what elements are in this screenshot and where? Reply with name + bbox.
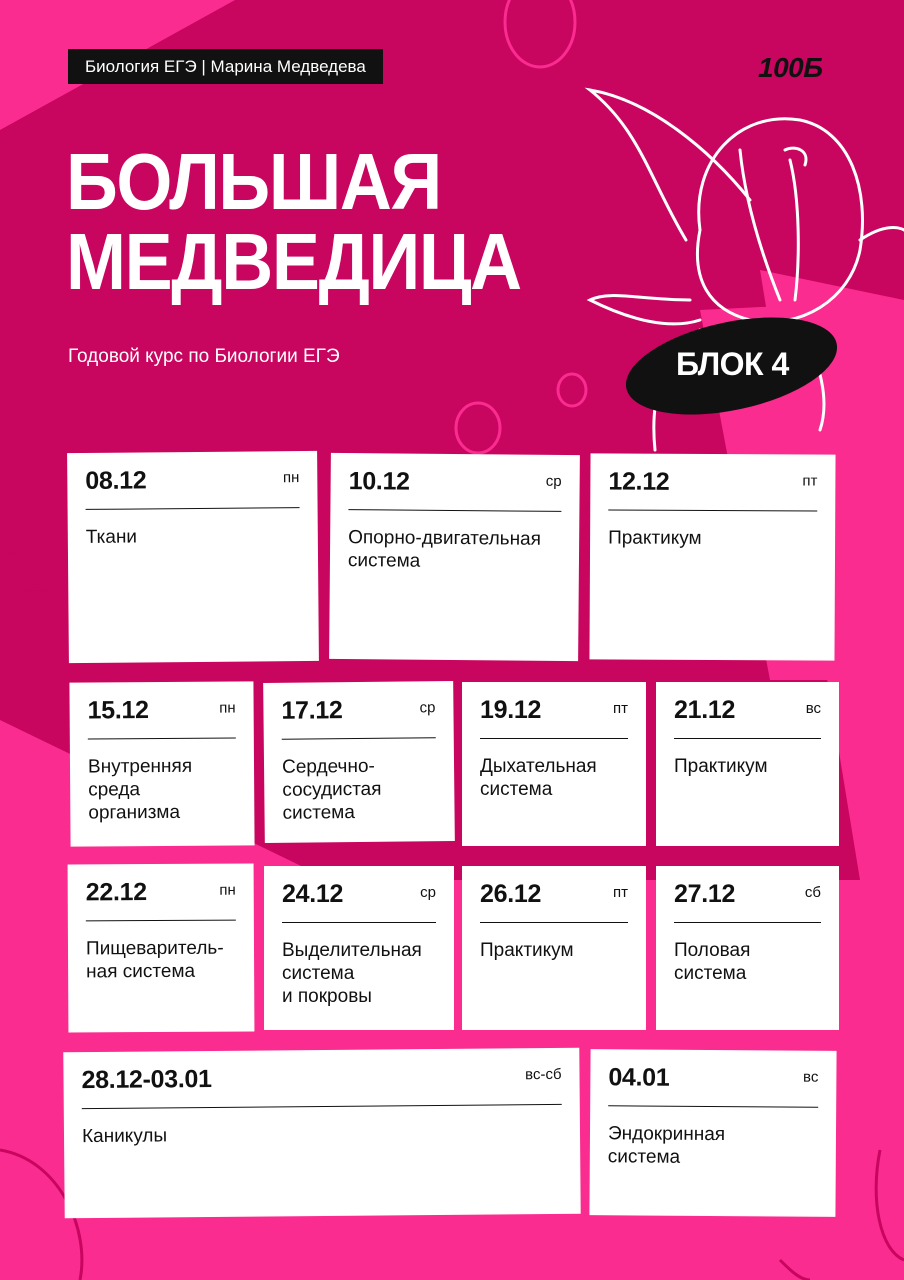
- card-header: [480, 866, 628, 923]
- card-date: 28.12-03.01: [81, 1064, 212, 1095]
- card-topic: Каникулы: [81, 1125, 168, 1148]
- card-topic: Ткани: [85, 526, 138, 548]
- card-header: [674, 866, 821, 923]
- card-date: 24.12: [282, 880, 344, 908]
- card-topic: Внутренняя среда организма: [87, 755, 193, 824]
- brand-label: Биология ЕГЭ | Марина Медведева: [68, 49, 383, 84]
- card-topic: Опорно-двигательная система: [347, 527, 542, 572]
- card-header: [85, 451, 299, 510]
- card-date: 22.12: [85, 878, 147, 907]
- card-weekday: пн: [219, 881, 236, 899]
- block-badge-label: БЛОК 4: [676, 346, 789, 382]
- card-date: 26.12: [480, 880, 542, 908]
- card-weekday: сб: [804, 884, 821, 901]
- logo-100b: 100Б: [758, 52, 823, 83]
- schedule-card: [68, 864, 255, 1033]
- card-date: 10.12: [348, 467, 410, 496]
- card-date: 19.12: [480, 696, 542, 724]
- card-date: 17.12: [281, 696, 343, 725]
- schedule-card: [589, 1049, 836, 1217]
- card-header: [674, 682, 821, 739]
- schedule-card: [67, 451, 319, 663]
- card-weekday: пт: [613, 884, 628, 901]
- card-header: [480, 682, 628, 739]
- card-weekday: ср: [545, 472, 562, 490]
- card-header: [87, 681, 235, 739]
- card-topic: Пищеваритель- ная система: [85, 937, 224, 983]
- card-header: [608, 1049, 818, 1107]
- card-weekday: ср: [419, 699, 436, 717]
- schedule-card: [69, 681, 254, 846]
- card-topic: Эндокринная система: [607, 1123, 726, 1168]
- card-topic: Практикум: [480, 940, 574, 961]
- card-date: 08.12: [85, 466, 147, 495]
- card-header: [348, 453, 561, 512]
- schedule-card: [264, 866, 454, 1030]
- card-header: [86, 864, 236, 922]
- schedule-card: [462, 682, 646, 846]
- schedule-card: [462, 866, 646, 1030]
- title-line-1: БОЛЬШАЯ: [66, 137, 441, 226]
- card-weekday: вс: [803, 1068, 819, 1086]
- schedule-card: [589, 453, 835, 660]
- card-date: 15.12: [87, 696, 149, 725]
- card-topic: Половая система: [674, 940, 751, 984]
- schedule-card: [656, 866, 839, 1030]
- page-title: [66, 137, 521, 306]
- card-weekday: ср: [420, 884, 436, 901]
- card-topic: Сердечно- сосудистая система: [281, 755, 382, 824]
- schedule-card: [329, 453, 580, 661]
- card-date: 21.12: [674, 696, 736, 724]
- card-weekday: вс: [805, 700, 821, 717]
- schedule-card: [63, 1048, 580, 1218]
- subtitle: Годовой курс по Биологии ЕГЭ: [68, 346, 340, 367]
- schedule-card: [263, 681, 455, 843]
- card-topic: Практикум: [608, 527, 702, 549]
- card-date: 27.12: [674, 880, 736, 908]
- card-date: 04.01: [608, 1063, 670, 1092]
- card-topic: Выделительная система и покровы: [282, 940, 422, 1007]
- card-header: [81, 1048, 561, 1109]
- card-date: 12.12: [608, 467, 670, 496]
- card-weekday: пт: [613, 700, 628, 717]
- card-header: [282, 866, 436, 923]
- card-topic: Дыхательная система: [480, 756, 597, 800]
- card-weekday: вс-сб: [525, 1065, 562, 1084]
- card-weekday: пн: [282, 469, 300, 487]
- schedule-card: [656, 682, 839, 846]
- card-weekday: пн: [219, 699, 236, 717]
- card-header: [608, 453, 817, 511]
- card-topic: Практикум: [674, 756, 768, 777]
- title-line-2: МЕДВЕДИЦА: [66, 217, 521, 306]
- card-header: [281, 681, 436, 740]
- card-weekday: пт: [802, 472, 818, 490]
